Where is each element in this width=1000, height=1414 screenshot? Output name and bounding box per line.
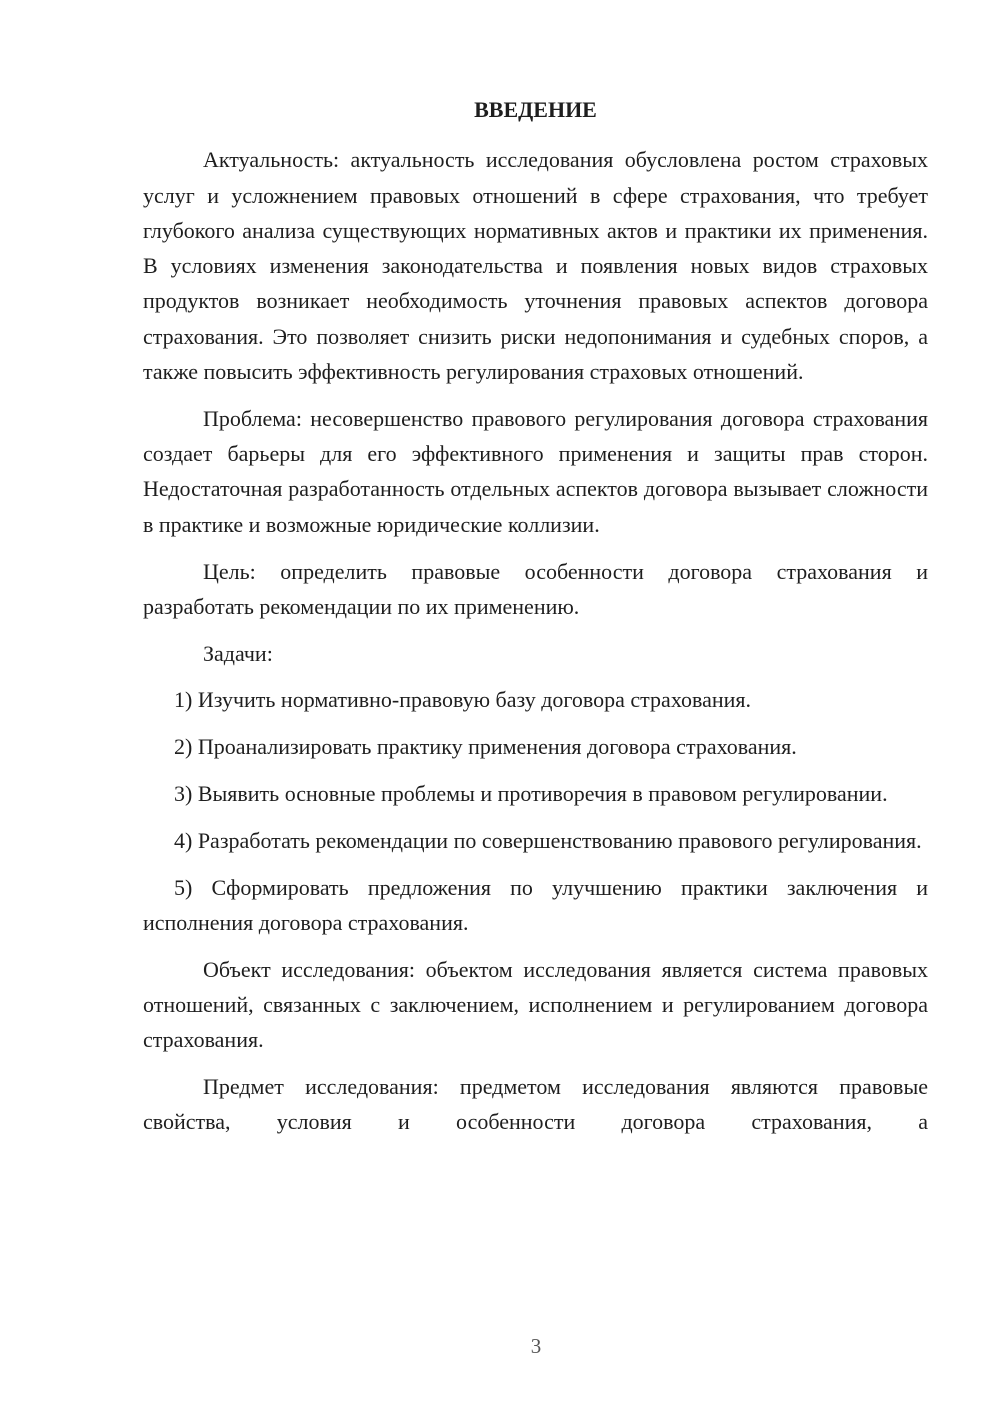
paragraph-problem: Проблема: несовершенство правового регулирования договора страхования создает барьеры для его эффективного применения и защиты прав сторон. Недостаточная разработанность отдельных аспектов договора вызывает сложности в практике и возможные юридические коллизии. bbox=[143, 405, 928, 537]
page-number: 3 bbox=[530, 1334, 542, 1358]
document-body bbox=[143, 92, 928, 1151]
paragraph-subject: Предмет исследования: предметом исследования являются правовые свойства, условия и особенности договора страхования, а bbox=[143, 1074, 928, 1135]
paragraph-goal: Цель: определить правовые особенности договора страхования и разработать рекомендации по их применению. bbox=[143, 558, 928, 619]
task-item-3: 3) Выявить основные проблемы и противоречия в правовом регулировании. bbox=[174, 781, 888, 807]
paragraph-object: Объект исследования: объектом исследования является система правовых отношений, связанных с заключением, исполнением и регулированием договора страхования. bbox=[143, 956, 928, 1053]
task-item-1: 1) Изучить нормативно-правовую базу договора страхования. bbox=[174, 687, 752, 713]
task-item-2: 2) Проанализировать практику применения договора страхования. bbox=[174, 734, 797, 760]
task-item-5: 5) Сформировать предложения по улучшению практики заключения и исполнения договора страхования. bbox=[143, 874, 928, 935]
section-title: ВВЕДЕНИЕ bbox=[474, 97, 597, 122]
paragraph-tasks-heading: Задачи: bbox=[203, 640, 273, 666]
paragraph-relevance: Актуальность: актуальность исследования обусловлена ростом страховых услуг и усложнением правовых отношений в сфере страхования, что требует глубокого анализа существующих нормативных актов и практики их применения. В условиях изменения законодательства и появления новых видов страховых продуктов возникает необходимость уточнения правовых аспектов договора страхования. Это позволяет снизить риски недопонимания и судебных споров, а также повысить эффективность регулирования страховых отношений. bbox=[143, 147, 928, 385]
task-item-4: 4) Разработать рекомендации по совершенствованию правового регулирования. bbox=[174, 827, 922, 853]
